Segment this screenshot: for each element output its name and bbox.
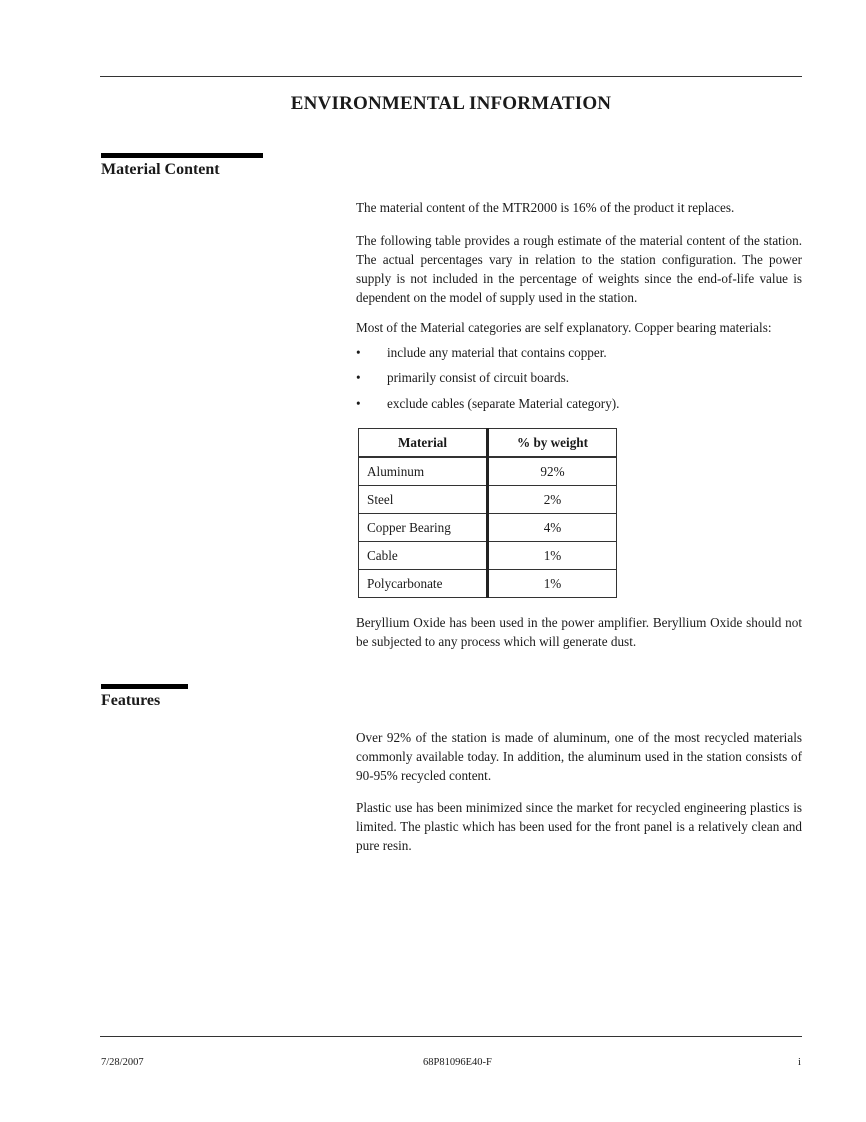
table-row: [359, 486, 617, 514]
section-heading-features: Features: [101, 692, 161, 709]
table-cell-weight: 92%: [488, 457, 617, 486]
section-heading-material: Material Content: [101, 161, 220, 178]
bullet-item: [356, 394, 619, 413]
material-paragraph-4: Beryllium Oxide has been used in the power amplifier. Beryllium Oxide should not be subjected to any process which will generate dust.: [356, 615, 802, 649]
table-cell-material: Cable: [359, 542, 488, 570]
bullet-text: exclude cables (separate Material category).: [387, 396, 620, 411]
section-bar-material: [101, 153, 263, 158]
bullet-text: primarily consist of circuit boards.: [387, 370, 570, 385]
page-title: ENVIRONMENTAL INFORMATION: [290, 93, 612, 114]
table-cell-weight: 4%: [488, 514, 617, 542]
bullet-icon: •: [356, 370, 361, 385]
table-cell-weight: 1%: [488, 542, 617, 570]
table-header-material: Material: [359, 429, 488, 458]
features-paragraph-1: Over 92% of the station is made of aluminum, one of the most recycled materials commonly available today. In addition, the aluminum used in the station consists of 90-95% recycled content.: [356, 730, 802, 783]
footer-page-number: i: [798, 1057, 801, 1068]
table-cell-material: Copper Bearing: [359, 514, 488, 542]
table-cell-weight: 2%: [488, 486, 617, 514]
table-cell-material: Steel: [359, 486, 488, 514]
table-row: [359, 457, 617, 486]
header-rule: [100, 76, 802, 77]
features-paragraph-2: Plastic use has been minimized since the market for recycled engineering plastics is limited. The plastic which has been used for the front panel is a relatively clean and pure resin.: [356, 800, 802, 853]
table-row: [359, 570, 617, 598]
bullet-icon: •: [356, 396, 361, 411]
material-table: [358, 428, 617, 598]
bullet-item: [356, 368, 569, 387]
bullet-item: [356, 343, 607, 362]
table-cell-material: Polycarbonate: [359, 570, 488, 598]
material-paragraph-2: The following table provides a rough estimate of the material content of the station. The actual percentages vary in relation to the station configuration. The power supply is not included in the percentage of weights since the end-of-life value is dependent on the model of supply used in the station.: [356, 233, 802, 305]
table-header-weight: % by weight: [488, 429, 617, 458]
table-row: [359, 514, 617, 542]
table-cell-material: Aluminum: [359, 457, 488, 486]
footer-date: 7/28/2007: [101, 1057, 144, 1068]
bullet-text: include any material that contains copper.: [387, 345, 607, 360]
material-paragraph-3: Most of the Material categories are self explanatory. Copper bearing materials:: [356, 320, 772, 335]
bullet-icon: •: [356, 345, 361, 360]
table-row: [359, 542, 617, 570]
table-cell-weight: 1%: [488, 570, 617, 598]
table-header-row: [359, 429, 617, 458]
material-paragraph-1: The material content of the MTR2000 is 16% of the product it replaces.: [356, 200, 735, 215]
footer-rule: [100, 1036, 802, 1037]
section-bar-features: [101, 684, 188, 689]
footer-doc-number: 68P81096E40-F: [423, 1057, 492, 1068]
